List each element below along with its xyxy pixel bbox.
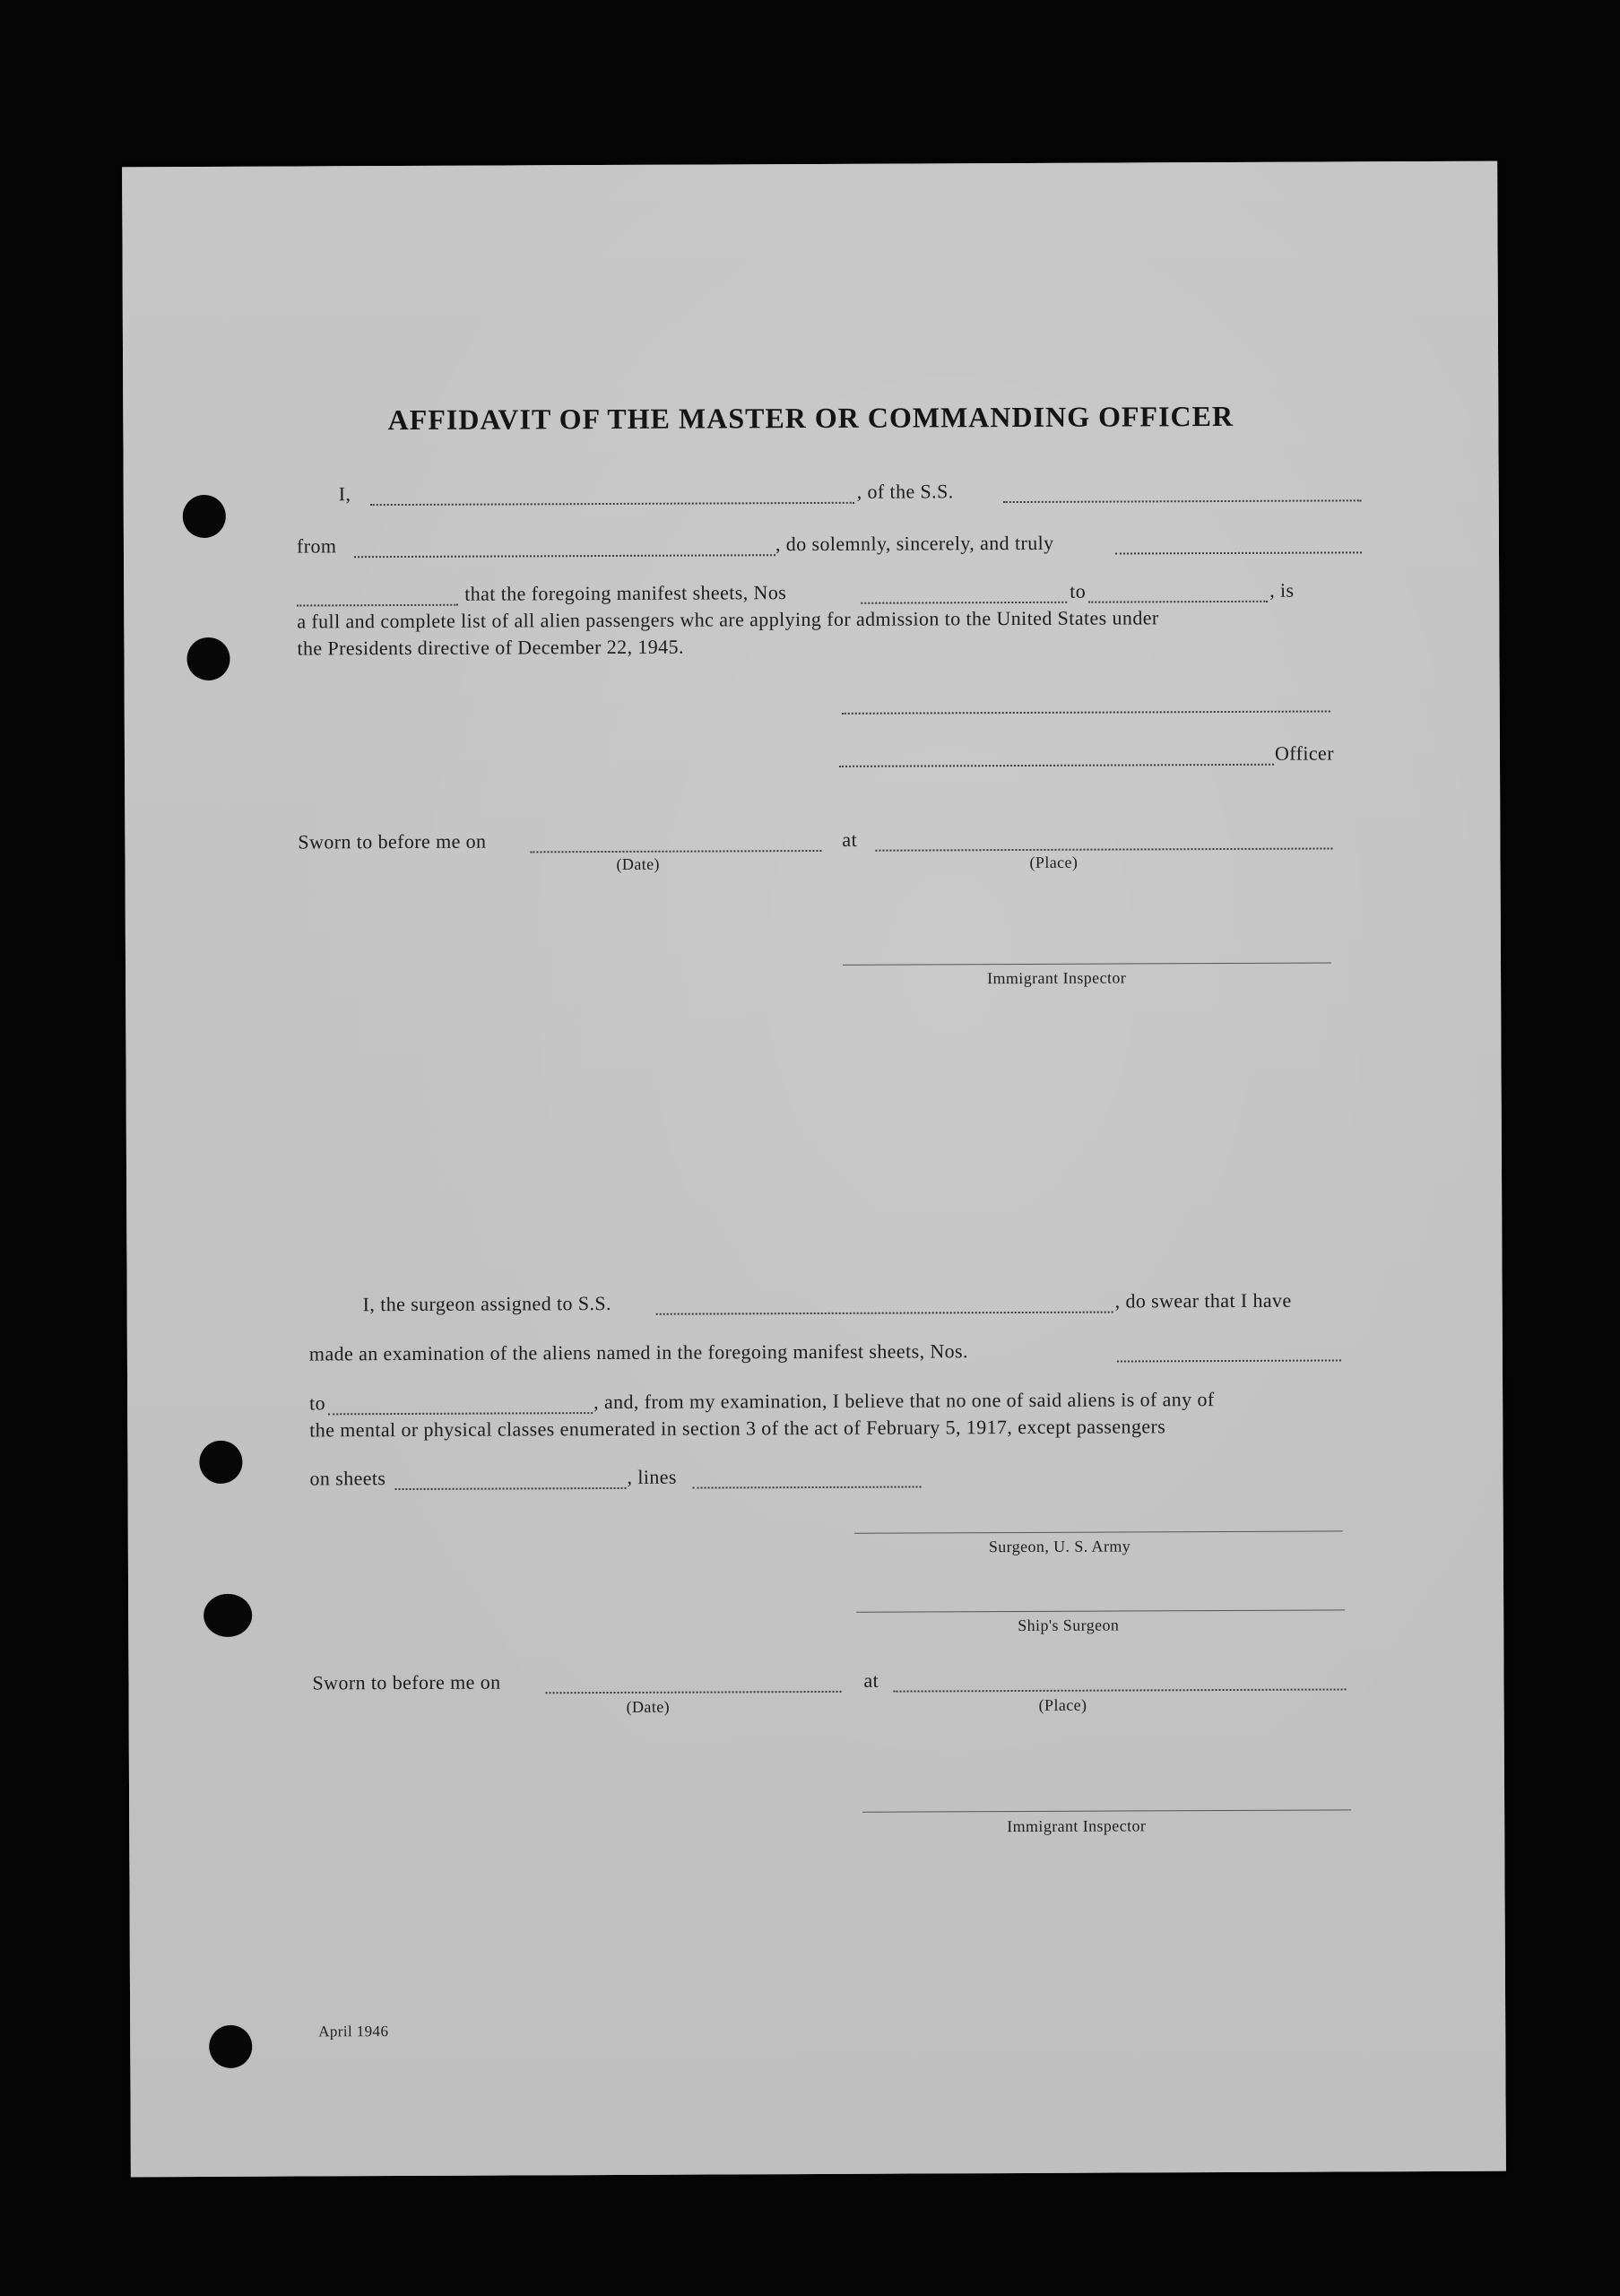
sworn2-at-label: at <box>863 1668 879 1692</box>
master-body-line2: the Presidents directive of December 22, 1945. <box>297 635 684 660</box>
immigrant-inspector2-caption: Immigrant Inspector <box>1007 1816 1147 1836</box>
surgeon-line3-end: , and, from my examination, I believe that no one of said aliens is of any of <box>593 1388 1215 1414</box>
surgeon-line1-start: I, the surgeon assigned to S.S. <box>362 1291 611 1316</box>
master-name-field[interactable] <box>370 502 854 506</box>
lines-label: , lines <box>627 1465 677 1488</box>
surgeon-line4: the mental or physical classes enumerated in section 3 of the act of February 5, 1917, except passengers <box>309 1415 1166 1442</box>
master-signature-field-1[interactable] <box>842 710 1330 714</box>
swear-affirm-field[interactable] <box>1115 551 1362 554</box>
at-label: at <box>842 827 858 851</box>
master-i-label: I, <box>338 482 351 506</box>
sheet-from-field[interactable] <box>861 602 1067 604</box>
sworn-place-field[interactable] <box>875 847 1332 851</box>
is-label: , is <box>1269 578 1295 602</box>
surgeon-line1-end: , do swear that I have <box>1114 1288 1292 1313</box>
surgeon-line2: made an examination of the aliens named in the foregoing manifest sheets, Nos. <box>308 1339 968 1365</box>
document-title: AFFIDAVIT OF THE MASTER OR COMMANDING OFFICER <box>387 399 1234 437</box>
sworn-date-field[interactable] <box>530 850 821 853</box>
from-label: from <box>296 534 337 558</box>
officer-label: Officer <box>1274 741 1334 765</box>
sworn2-date-caption: (Date) <box>626 1697 671 1716</box>
surgeon-sheets-from-field[interactable] <box>1117 1359 1341 1362</box>
surgeon-to-label: to <box>309 1391 326 1415</box>
master-body-line1: a full and complete list of all alien passengers whc are applying for admission to the United States under <box>297 606 1159 633</box>
surgeon-ship-field[interactable] <box>656 1312 1113 1315</box>
sheet-to-field[interactable] <box>1088 601 1268 603</box>
sworn-label: Sworn to before me on <box>298 829 487 853</box>
army-surgeon-signature-line[interactable] <box>854 1530 1343 1533</box>
lines-field[interactable] <box>693 1486 922 1488</box>
immigrant-inspector-caption: Immigrant Inspector <box>987 968 1127 988</box>
on-sheets-field[interactable] <box>395 1487 627 1490</box>
affidavit-sheet <box>122 161 1506 2178</box>
place-caption: (Place) <box>1029 853 1079 871</box>
of-ss-label: , of the S.S. <box>856 480 954 503</box>
master-signature-field-2[interactable] <box>839 764 1274 767</box>
punch-hole <box>186 637 230 680</box>
ships-surgeon-caption: Ship's Surgeon <box>1018 1616 1120 1635</box>
sworn2-date-field[interactable] <box>546 1691 842 1694</box>
surgeon-sheets-to-field[interactable] <box>328 1412 593 1415</box>
ship-name-field[interactable] <box>1003 499 1362 503</box>
punch-hole <box>204 1594 252 1637</box>
solemnly-label: , do solemnly, sincerely, and truly <box>775 531 1054 556</box>
inspector-signature-line[interactable] <box>843 962 1331 965</box>
date-caption: (Date) <box>616 854 660 873</box>
on-sheets-label: on sheets <box>309 1467 386 1490</box>
to-label: to <box>1070 579 1087 602</box>
sworn2-label: Sworn to before me on <box>312 1670 501 1694</box>
punch-hole <box>183 495 226 538</box>
sworn2-place-field[interactable] <box>894 1688 1347 1692</box>
manifest-sheets-label: that the foregoing manifest sheets, Nos <box>464 581 787 605</box>
ships-surgeon-signature-line[interactable] <box>856 1609 1345 1612</box>
punch-hole <box>209 2025 252 2068</box>
sworn2-place-caption: (Place) <box>1038 1695 1087 1714</box>
inspector2-signature-line[interactable] <box>862 1809 1351 1812</box>
army-surgeon-caption: Surgeon, U. S. Army <box>988 1537 1131 1556</box>
form-date: April 1946 <box>318 2023 389 2040</box>
from-port-field[interactable] <box>354 554 775 558</box>
punch-hole <box>199 1441 242 1484</box>
swear-field[interactable] <box>297 604 458 607</box>
